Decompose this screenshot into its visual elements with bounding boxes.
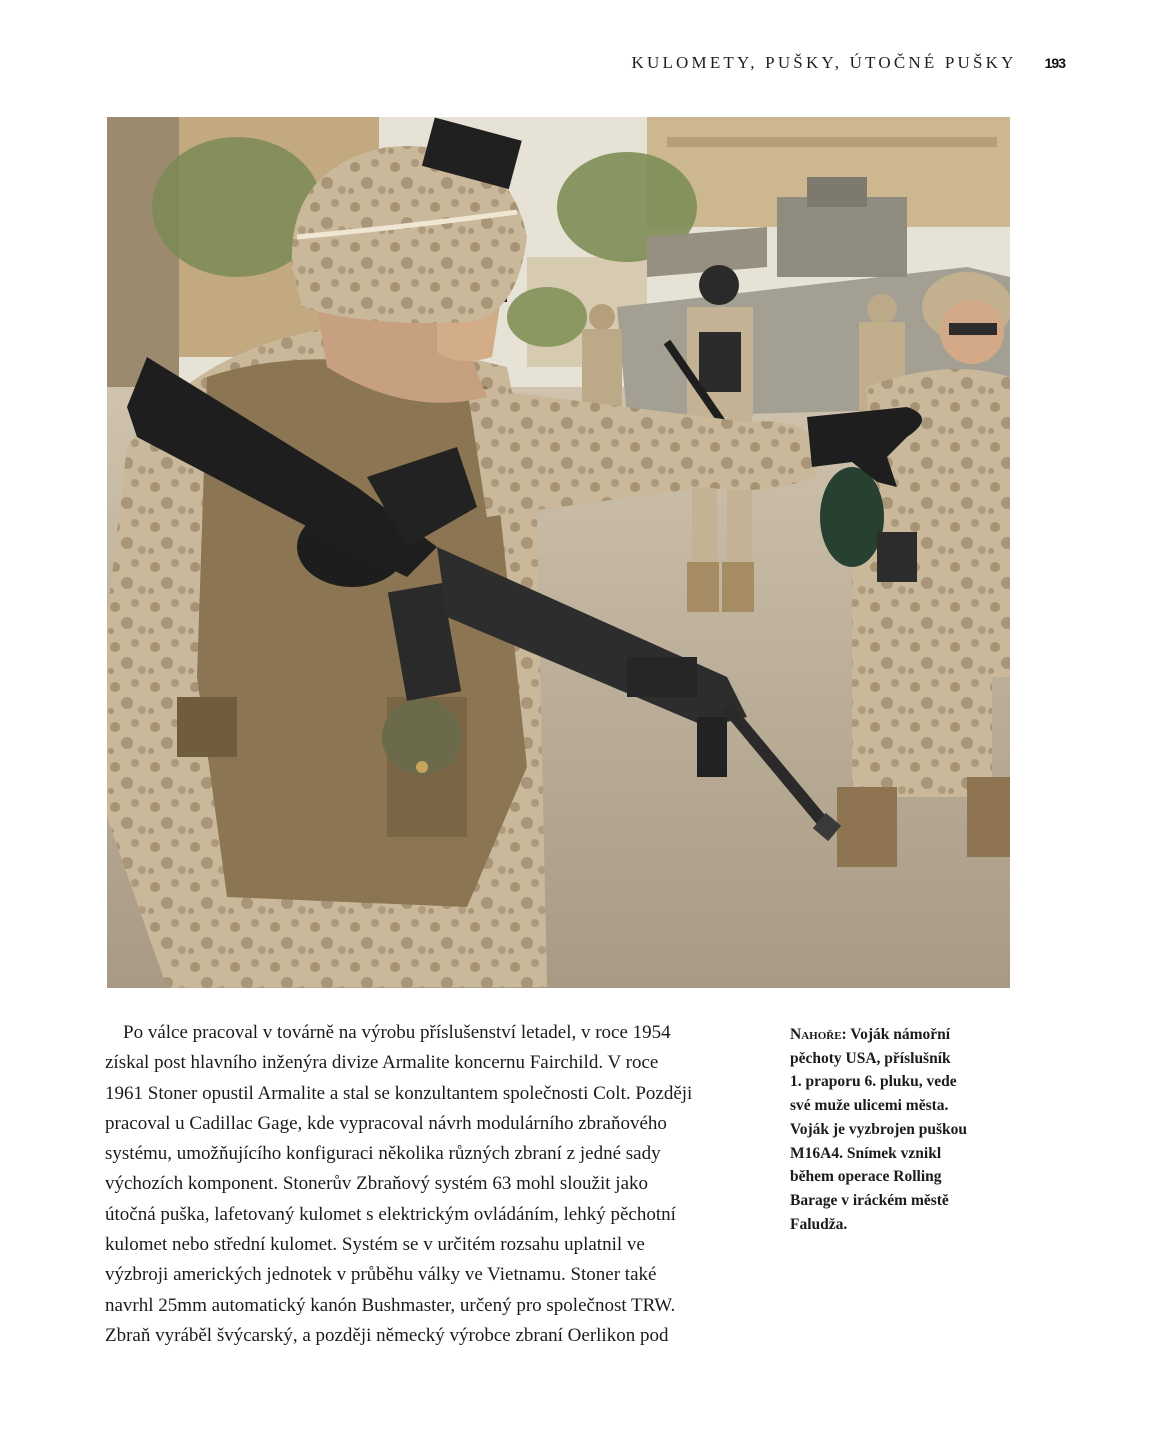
caption-line: Voják je vyzbrojen puškou bbox=[790, 1120, 967, 1138]
running-head bbox=[520, 50, 1065, 76]
photo-caption bbox=[790, 1023, 1020, 1236]
body-line: výzbroji amerických jednotek v průběhu války ve Vietnamu. Stoner také bbox=[105, 1264, 657, 1286]
caption-line bbox=[790, 1023, 1020, 1047]
caption-line: Faludža. bbox=[790, 1215, 848, 1233]
body-line: navrhl 25mm automatický kanón Bushmaster, určený pro společnost TRW. bbox=[105, 1294, 676, 1316]
section-title: KULOMETY, PUŠKY, ÚTOČNÉ PUŠKY bbox=[631, 53, 1017, 72]
body-line: získal post hlavního inženýra divize Armalite koncernu Fairchild. V roce bbox=[105, 1052, 659, 1074]
caption-first-line: Voják námořní bbox=[846, 1026, 951, 1043]
page-number: 193 bbox=[1044, 55, 1065, 71]
body-line: pracoval u Cadillac Gage, kde vypracoval návrh modulárního zbraňového bbox=[105, 1112, 667, 1134]
caption-label: Nahoře: bbox=[790, 1026, 847, 1043]
body-line: výchozích komponent. Stonerův Zbraňový systém 63 mohl sloužit jako bbox=[105, 1173, 649, 1195]
body-line: útočná puška, lafetovaný kulomet s elektrickým ovládáním, lehký pěchotní bbox=[105, 1203, 676, 1225]
body-line: systému, umožňujícího konfiguraci několika různých zbraní z jedné sady bbox=[105, 1143, 661, 1165]
body-line: Po válce pracoval v továrně na výrobu příslušenství letadel, v roce 1954 bbox=[123, 1022, 671, 1043]
caption-line: 1. praporu 6. pluku, vede bbox=[790, 1073, 957, 1091]
caption-line: Barage v iráckém městě bbox=[790, 1191, 949, 1209]
body-line: Zbraň vyráběl švýcarský, a později německý výrobce zbraní Oerlikon pod bbox=[105, 1324, 669, 1346]
caption-line: své muže ulicemi města. bbox=[790, 1097, 949, 1115]
soldier-photo bbox=[107, 117, 1010, 988]
caption-line: během operace Rolling bbox=[790, 1168, 942, 1186]
body-text bbox=[105, 1018, 760, 1351]
body-line: 1961 Stoner opustil Armalite a stal se konzultantem společnosti Colt. Později bbox=[105, 1082, 693, 1104]
body-line: kulomet nebo střední kulomet. Systém se v určitém rozsahu uplatnil ve bbox=[105, 1234, 645, 1256]
caption-line: pěchoty USA, příslušník bbox=[790, 1049, 951, 1067]
caption-line: M16A4. Snímek vznikl bbox=[790, 1144, 942, 1162]
